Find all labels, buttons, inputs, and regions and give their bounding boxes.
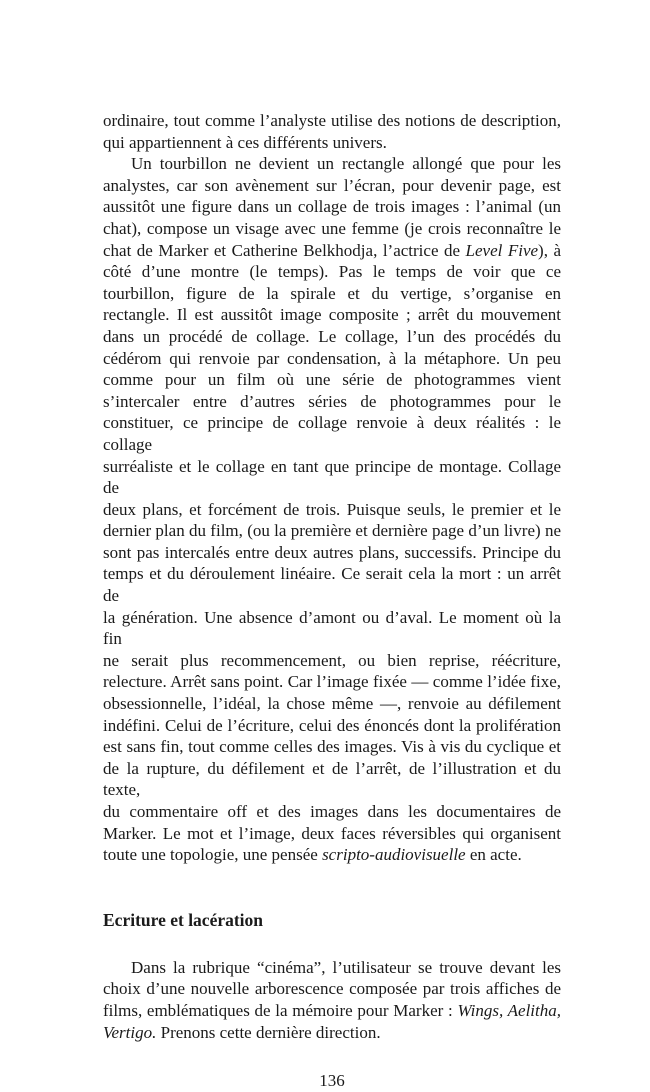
- text-run: indéfini. Celui de l’écriture, celui des énoncés dont la prolifération: [103, 715, 561, 735]
- text-run: surréaliste et le collage en tant que principe de montage. Collage de: [103, 456, 561, 498]
- italic-text: Level Five: [465, 240, 539, 260]
- section-heading: Ecriture et lacération: [103, 909, 264, 930]
- text-run: ), à: [538, 240, 561, 260]
- text-line: [103, 542, 561, 564]
- text-line: [103, 304, 561, 326]
- text-line: [103, 693, 561, 715]
- text-line: [103, 715, 561, 737]
- text-line: [103, 1022, 561, 1044]
- text-line: [103, 736, 561, 758]
- text-run: films, emblématiques de la mémoire pour Marker :: [103, 1000, 458, 1020]
- text-run: en acte.: [465, 845, 522, 865]
- italic-text: Vertigo.: [103, 1022, 157, 1042]
- text-line: [103, 456, 561, 499]
- text-line: [103, 499, 561, 521]
- text-line: [103, 240, 561, 262]
- text-run: dernier plan du film, (ou la première et dernière page d’un livre) ne: [103, 521, 561, 541]
- text-line: [103, 348, 561, 370]
- text-run: chat de Marker et Catherine Belkhodja, l’actrice de: [103, 240, 466, 260]
- text-run: relecture. Arrêt sans point. Car l’image fixée — comme l’idée fixe,: [103, 672, 561, 692]
- text-line: [103, 671, 561, 693]
- text-line: [103, 218, 561, 240]
- text-run: temps et du déroulement linéaire. Ce serait cela la mort : un arrêt de: [103, 564, 561, 606]
- text-line: [103, 261, 561, 283]
- text-run: rectangle. Il est aussitôt image composite ; arrêt du mouvement: [103, 305, 561, 325]
- text-run: qui appartiennent à ces différents univers.: [103, 132, 387, 152]
- text-line: [103, 283, 561, 305]
- text-line: [103, 957, 561, 979]
- text-line: [103, 326, 561, 348]
- text-run: du commentaire off et des images dans les documentaires de: [103, 802, 561, 821]
- text-run: ne serait plus recommencement, ou bien reprise, réécriture,: [103, 650, 561, 670]
- text-line: [103, 1000, 561, 1022]
- body-text-bottom: [103, 957, 561, 1043]
- text-line: [103, 801, 561, 823]
- page-number: 136: [319, 1071, 345, 1091]
- text-run: s’intercaler entre d’autres séries de photogrammes pour le: [103, 391, 561, 411]
- text-line: [103, 132, 561, 154]
- text-run: sont pas intercalés entre deux autres plans, successifs. Principe du: [103, 542, 561, 562]
- text-run: Marker. Le mot et l’image, deux faces réversibles qui organisent: [103, 823, 561, 843]
- text-run: de la rupture, du défilement et de l’arrêt, de l’illustration et du texte,: [103, 758, 561, 800]
- text-run: la génération. Une absence d’amont ou d’aval. Le moment où la fin: [103, 607, 561, 649]
- text-run: côté d’une montre (le temps). Pas le temps de voir que ce: [103, 262, 561, 282]
- italic-text: Wings, Aelitha,: [457, 1000, 561, 1020]
- text-run: choix d’une nouvelle arborescence composée par trois affiches de: [103, 979, 561, 999]
- text-run: ordinaire, tout comme l’analyste utilise des notions de description,: [103, 111, 561, 130]
- text-run: dans un procédé de collage. Le collage, l’un des procédés du: [103, 326, 561, 346]
- text-run: deux plans, et forcément de trois. Puisque seuls, le premier et le: [103, 499, 561, 519]
- text-run: Dans la rubrique “cinéma”, l’utilisateur se trouve devant les: [131, 957, 561, 977]
- text-run: analystes, car son avènement sur l’écran, pour devenir page, est: [103, 175, 561, 195]
- text-run: constituer, ce principe de collage renvoie à deux réalités : le collage: [103, 413, 561, 454]
- text-run: chat), compose un visage avec une femme (je crois reconnaître le: [103, 218, 561, 238]
- text-line: [103, 175, 561, 197]
- text-line: [103, 758, 561, 801]
- text-run: toute une topologie, une pensée: [103, 845, 323, 865]
- text-line: [103, 391, 561, 413]
- text-line: [103, 110, 561, 132]
- text-run: Un tourbillon ne devient un rectangle allongé que pour les: [131, 154, 561, 174]
- text-run: tourbillon, figure de la spirale et du vertige, s’organise en: [103, 283, 561, 303]
- text-line: [103, 607, 561, 650]
- text-line: [103, 196, 561, 218]
- text-run: comme pour un film où une série de photogrammes vient: [103, 370, 561, 390]
- text-line: [103, 369, 561, 391]
- text-line: [103, 153, 561, 175]
- text-line: [103, 844, 561, 866]
- text-run: est sans fin, tout comme celles des images. Vis à vis du cyclique et: [103, 737, 561, 757]
- text-line: [103, 520, 561, 542]
- text-run: obsessionnelle, l’idéal, la chose même —, renvoie au défilement: [103, 694, 561, 714]
- text-line: [103, 650, 561, 672]
- text-line: [103, 978, 561, 1000]
- text-run: aussitôt une figure dans un collage de trois images : l’animal (un: [103, 197, 561, 217]
- text-line: [103, 823, 561, 845]
- text-run: Prenons cette dernière direction.: [156, 1022, 381, 1042]
- text-line: [103, 412, 561, 455]
- body-text-top: [103, 110, 561, 866]
- italic-text: scripto-audiovisuelle: [322, 845, 466, 865]
- text-run: cédérom qui renvoie par condensation, à la métaphore. Un peu: [103, 348, 561, 368]
- text-line: [103, 563, 561, 606]
